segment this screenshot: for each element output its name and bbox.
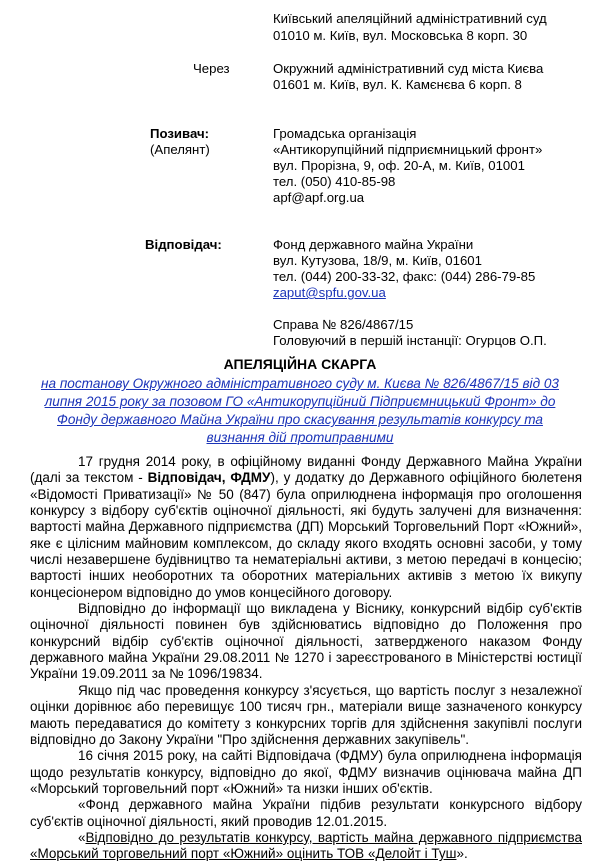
plaintiff-phone: тел. (050) 410-85-98	[273, 174, 396, 189]
plaintiff-email: apf@apf.org.ua	[273, 190, 365, 205]
court-address: 01010 м. Київ, вул. Московська 8 корп. 30	[273, 28, 528, 43]
subtitle-line-1: на постанову Окружного адміністративного суду м. Києва № 826/4867/15 від 03	[41, 376, 559, 391]
court-name: Київський апеляційний адміністративний суд	[273, 11, 547, 26]
paragraph-6: «Відповідно до результатів конкурсу, вартість майна державного підприємства «Морський торговельний порт «Южний» оцінить ТОВ «Делойт і Туш».	[30, 829, 582, 862]
defendant-name: Фонд державного майна України	[273, 237, 474, 252]
plaintiff-sublabel: (Апелянт)	[150, 142, 210, 157]
plaintiff-org-name: «Антикорупційний підприємницький фронт»	[273, 142, 543, 157]
via-label: Через	[193, 61, 230, 76]
defendant-phone: тел. (044) 200-33-32, факс: (044) 286-79-85	[273, 269, 536, 284]
plaintiff-address: вул. Прорізна, 9, оф. 20-А, м. Київ, 01001	[273, 158, 525, 173]
paragraph-3: Якщо під час проведення конкурсу з'ясується, що вартість послуг з незалежної оцінки дорівнює або перевищує 100 тисяч грн., матеріали вище зазначеного конкурсу мають передаватися до комітету з конкурсних торгів для здійснення закупівлі послуги відповідно до Закону України "Про здійснення державних закупівель".	[30, 682, 582, 747]
subtitle-line-3: Фонду державного Майна України про скасування результатів конкурсу та	[57, 412, 543, 427]
plaintiff-label: Позивач:	[150, 126, 210, 141]
case-number: Справа № 826/4867/15	[273, 317, 414, 332]
document-title: АПЕЛЯЦІЙНА СКАРГА	[223, 356, 377, 372]
defendant-email-link[interactable]: zaput@spfu.gov.ua	[273, 285, 386, 300]
via-court-name: Окружний адміністративний суд міста Києва	[273, 61, 544, 76]
via-court-address: 01601 м. Київ, вул. К. Камєнєва 6 корп. 8	[273, 77, 522, 92]
defendant-address: вул. Кутузова, 18/9, м. Київ, 01601	[273, 253, 482, 268]
paragraph-2: Відповідно до інформації що викладена у Віснику, конкурсний відбір суб'єктів оціночної діяльності повинен був здійснюватись відповідно до Положення про конкурсний відбір суб'єктів оціночної діяльності, затвердженого наказом Фонду державного майна України 29.08.2011 № 1270 і зареєстрованого в Міністерстві юстиції України 19.09.2011 за № 1096/19834.	[30, 601, 582, 682]
subtitle-line-2: липня 2015 року за позовом ГО «Антикорупційний Підприємницький Фронт» до	[44, 394, 556, 409]
subtitle-line-4: визнання дій протиправними	[206, 430, 394, 445]
body-text	[30, 454, 582, 863]
paragraph-4: 16 січня 2015 року, на сайті Відповідача (ФДМУ) була оприлюднена інформація щодо результатів конкурсу, відповідно до якої, ФДМУ визначив оцінювача майна ДП «Морський торговельний порт «Южний» та низки інших об'єктів.	[30, 748, 582, 796]
plaintiff-org-type: Громадська організація	[273, 126, 417, 141]
paragraph-1: 17 грудня 2014 року, в офіційному виданні Фонду Державного Майна України (далі за текстом - Відповідач, ФДМУ), у додатку до Державного офіційного бюлетеня «Відомості Приватизації» № 50 (847) була оприлюднена інформація про оголошення конкурсу з відбору суб'єктів оціночної діяльності, які будуть залучені для визначення: вартості майна Державного підприємства (ДП) Морський Торговельний Порт «Южний», яке є цілісним майновим комплексом, до складу якого входять основні засоби, у тому числі незавершене будівництво та нематеріальні активи, з метою передачі в концесію; вартості інших необоротних та оборотних матеріальних активів з метою їх викупу концесіонером відповідно до умов концесійного договору.	[30, 454, 583, 600]
defendant-label: Відповідач:	[145, 237, 222, 252]
case-judge: Головуючий в першій інстанції: Огурцов О.П.	[273, 333, 547, 348]
paragraph-5: «Фонд державного майна України підбив результати конкурсного відбору суб'єктів оціночної діяльності, який проводив 12.01.2015.	[30, 797, 582, 829]
